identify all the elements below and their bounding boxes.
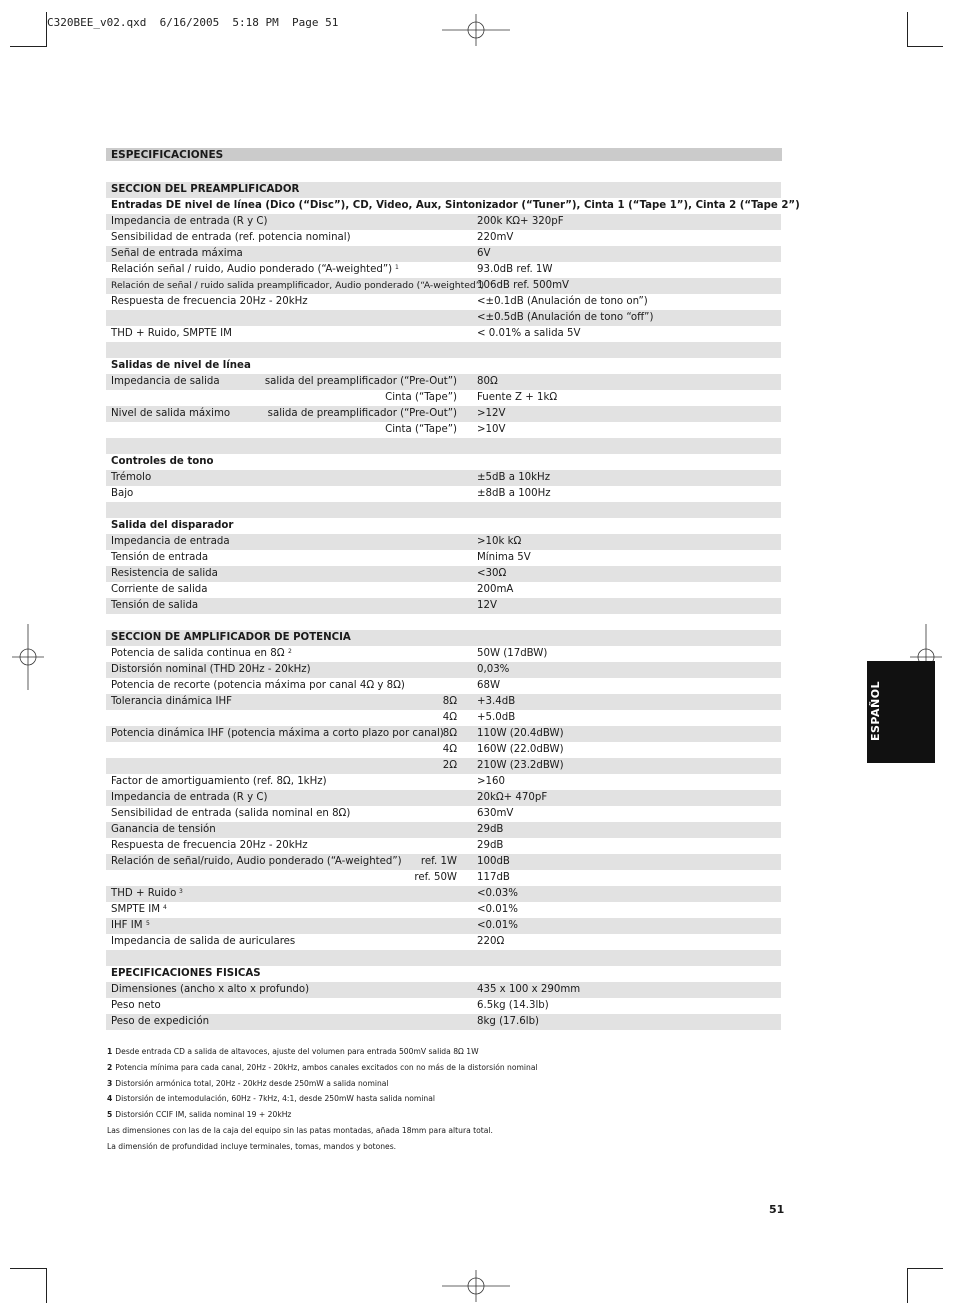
spec-value: 68W — [477, 680, 501, 691]
spec-label: Tolerancia dinámica IHF — [111, 696, 232, 707]
spec-row — [106, 438, 781, 454]
spec-row — [106, 390, 781, 406]
spec-label: Relación de señal/ruido, Audio ponderado (“A-weighted”) — [111, 856, 402, 867]
language-tab-label: ESPAÑOL — [869, 680, 882, 741]
spec-value: <±0.1dB (Anulación de tono on”) — [477, 296, 648, 307]
footnote-number: 4 — [107, 1094, 113, 1104]
spec-row — [106, 806, 781, 822]
spec-value: 435 x 100 x 290mm — [477, 984, 581, 995]
spec-heading: EPECIFICACIONES FISICAS — [111, 968, 261, 979]
spec-label: Tensión de entrada — [111, 552, 209, 563]
page-number: 51 — [769, 1203, 785, 1216]
spec-row — [106, 822, 781, 838]
page-title: ESPECIFICACIONES — [111, 149, 224, 161]
spec-value: 20kΩ+ 470pF — [477, 792, 548, 803]
spec-row — [106, 774, 781, 790]
spec-row — [106, 630, 781, 646]
spec-row — [106, 262, 781, 278]
spec-row — [106, 710, 781, 726]
spec-value: < 0.01% a salida 5V — [477, 328, 581, 339]
spec-label: Factor de amortiguamiento (ref. 8Ω, 1kHz) — [111, 776, 327, 787]
spec-row — [106, 294, 781, 310]
spec-label: Resistencia de salida — [111, 568, 218, 579]
spec-heading: Salida del disparador — [111, 520, 234, 531]
spec-value: <0.01% — [477, 920, 518, 931]
section-title-bar — [106, 148, 782, 161]
spec-row — [106, 566, 781, 582]
registration-mark-bottom — [440, 1268, 512, 1304]
spec-row — [106, 422, 781, 438]
footnote-ref: 2 — [288, 648, 292, 655]
spec-row — [106, 998, 781, 1014]
spec-label: Peso de expedición — [111, 1016, 210, 1027]
spec-label: Respuesta de frecuencia 20Hz - 20kHz — [111, 840, 308, 851]
spec-value: <0.03% — [477, 888, 518, 899]
spec-row — [106, 982, 781, 998]
spec-label: THD + Ruido, SMPTE IM — [111, 328, 232, 339]
footnote — [107, 1125, 807, 1141]
spec-row — [106, 534, 781, 550]
spec-label: Impedancia de salida de auriculares — [111, 936, 296, 947]
spec-value: +5.0dB — [477, 712, 516, 723]
spec-row — [106, 854, 781, 870]
footnote-text: Potencia mínima para cada canal, 20Hz - 20kHz, ambos canales excitados con no más de la distorsión nominal — [115, 1062, 538, 1072]
spec-row — [106, 726, 781, 742]
spec-row — [106, 214, 781, 230]
spec-label: Potencia de salida continua en 8Ω — [111, 648, 285, 659]
spec-sublabel: salida del preamplificador (“Pre-Out”) — [264, 376, 457, 387]
footnote-text: La dimensión de profundidad incluye terminales, tomas, mandos y botones. — [107, 1141, 397, 1151]
spec-table — [106, 182, 800, 1030]
spec-row — [106, 198, 800, 214]
spec-sublabel: salida de preamplificador (“Pre-Out”) — [267, 408, 457, 419]
spec-label: Tensión de salida — [111, 600, 199, 611]
spec-value: ±5dB a 10kHz — [477, 472, 551, 483]
spec-label: Potencia dinámica IHF (potencia máxima a corto plazo por canal) — [111, 728, 444, 739]
footnote-number: 3 — [107, 1078, 113, 1088]
spec-label: Sensibilidad de entrada (salida nominal en 8Ω) — [111, 808, 351, 819]
spec-label: Trémolo — [111, 472, 152, 483]
spec-value: 8kg (17.6lb) — [477, 1016, 540, 1027]
spec-row — [106, 646, 781, 662]
spec-value: >10k kΩ — [477, 536, 522, 547]
registration-mark-left — [10, 622, 46, 692]
spec-value: 200mA — [477, 584, 514, 595]
spec-label: Corriente de salida — [111, 584, 208, 595]
footnote — [107, 1093, 807, 1109]
footnote-number: 5 — [107, 1110, 113, 1120]
spec-heading: Entradas DE nivel de línea (Dico (“Disc”), CD, Video, Aux, Sintonizador (“Tuner”), Cinta 1 (“Tape 1”), Cinta 2 (“Tape 2”) — [111, 200, 800, 211]
spec-row — [106, 790, 781, 806]
spec-value: 117dB — [477, 872, 510, 883]
spec-value: 220mV — [477, 232, 514, 243]
spec-row — [106, 870, 781, 886]
spec-label: Relación de señal / ruido salida preamplificador, Audio ponderado (“A-weighted”) — [111, 280, 485, 291]
spec-row — [106, 550, 781, 566]
spec-row — [106, 966, 781, 982]
spec-row — [106, 902, 781, 918]
spec-row — [106, 406, 781, 422]
spec-sublabel: ref. 1W — [420, 856, 457, 867]
spec-row — [106, 358, 781, 374]
spec-label: Potencia de recorte (potencia máxima por canal 4Ω y 8Ω) — [111, 680, 405, 691]
spec-label: Impedancia de salida — [111, 376, 220, 387]
spec-label: Dimensiones (ancho x alto x profundo) — [111, 984, 310, 995]
spec-row — [106, 182, 781, 198]
spec-value: 29dB — [477, 824, 504, 835]
spec-row — [106, 838, 781, 854]
spec-row — [106, 582, 781, 598]
spec-label: Impedancia de entrada (R y C) — [111, 792, 268, 803]
spec-value: 630mV — [477, 808, 514, 819]
footnote-ref: 4 — [163, 904, 167, 911]
spec-value: <±0.5dB (Anulación de tono “off”) — [477, 312, 654, 323]
spec-sublabel: Cinta (“Tape”) — [385, 392, 457, 403]
spec-row — [106, 502, 781, 518]
footnote-text: Distorsión CCIF IM, salida nominal 19 + 20kHz — [115, 1110, 292, 1120]
spec-value: 220Ω — [477, 936, 505, 947]
spec-row — [106, 278, 781, 294]
spec-heading: SECCION DEL PREAMPLIFICADOR — [111, 184, 300, 195]
registration-mark-top — [440, 12, 512, 48]
spec-row — [106, 886, 781, 902]
spec-label: Señal de entrada máxima — [111, 248, 243, 259]
spec-value: ±8dB a 100Hz — [477, 488, 551, 499]
spec-label: Respuesta de frecuencia 20Hz - 20kHz — [111, 296, 308, 307]
spec-row — [106, 934, 781, 950]
footnote-text: Distorsión armónica total, 20Hz - 20kHz desde 250mW a salida nominal — [115, 1078, 389, 1088]
spec-row — [106, 662, 781, 678]
spec-value: 6V — [477, 248, 491, 259]
spec-label: Impedancia de entrada (R y C) — [111, 216, 268, 227]
footnote — [107, 1141, 807, 1157]
spec-value: <0.01% — [477, 904, 518, 915]
footnote-number: 1 — [107, 1047, 113, 1056]
spec-value: +3.4dB — [477, 696, 516, 707]
spec-row — [106, 742, 781, 758]
spec-value: 160W (22.0dBW) — [477, 744, 564, 755]
spec-sublabel: 4Ω — [442, 744, 457, 755]
spec-row — [106, 326, 781, 342]
spec-row — [106, 694, 781, 710]
spec-value: 0,03% — [477, 664, 510, 675]
footnotes — [107, 1046, 807, 1157]
spec-row — [106, 342, 781, 358]
spec-value: 12V — [477, 600, 497, 611]
spec-value: 200k KΩ+ 320pF — [477, 216, 564, 227]
spec-label: Peso neto — [111, 1000, 161, 1011]
print-slug: C320BEE_v02.qxd 6/16/2005 5:18 PM Page 51 — [47, 16, 339, 29]
spec-label: THD + Ruido — [111, 888, 177, 899]
spec-row — [106, 1014, 781, 1030]
spec-row — [106, 486, 781, 502]
spec-row — [106, 598, 781, 614]
spec-value: 80Ω — [477, 376, 498, 387]
spec-value: 29dB — [477, 840, 504, 851]
spec-heading: Salidas de nivel de línea — [111, 360, 251, 371]
footnote-number: 2 — [107, 1062, 113, 1072]
spec-label: IHF IM — [111, 920, 143, 931]
spec-sublabel: 2Ω — [442, 760, 457, 771]
spec-value: <30Ω — [477, 568, 507, 579]
footnote-ref: 5 — [146, 920, 150, 927]
footnote — [107, 1062, 807, 1078]
spec-row — [106, 470, 781, 486]
spec-row — [106, 950, 781, 966]
spec-label: Bajo — [111, 488, 134, 499]
spec-label: SMPTE IM — [111, 904, 161, 915]
spec-row — [106, 454, 781, 470]
spec-row — [106, 310, 781, 326]
spec-row — [106, 230, 781, 246]
spec-value: 50W (17dBW) — [477, 648, 548, 659]
spec-label: Impedancia de entrada — [111, 536, 230, 547]
spec-value: 106dB ref. 500mV — [477, 280, 570, 291]
spec-sublabel: ref. 50W — [414, 872, 457, 883]
spec-label: Distorsión nominal (THD 20Hz - 20kHz) — [111, 664, 311, 675]
footnote-text: Las dimensiones con las de la caja del equipo sin las patas montadas, añada 18mm para altura total. — [107, 1125, 493, 1135]
spec-label: Sensibilidad de entrada (ref. potencia nominal) — [111, 232, 351, 243]
footnote-ref: 1 — [395, 264, 399, 271]
spec-row — [106, 518, 781, 534]
spec-value: 110W (20.4dBW) — [477, 728, 564, 739]
spec-sublabel: 8Ω — [442, 728, 457, 739]
footnote — [107, 1078, 807, 1094]
spec-value: >160 — [477, 776, 505, 787]
footnote-text: Distorsión de intemodulación, 60Hz - 7kHz, 4:1, desde 250mW hasta salida nominal — [115, 1094, 436, 1104]
spec-label: Nivel de salida máximo — [111, 408, 231, 419]
spec-heading: SECCION DE AMPLIFICADOR DE POTENCIA — [111, 632, 351, 643]
spec-row — [106, 758, 781, 774]
spec-sublabel: Cinta (“Tape”) — [385, 424, 457, 435]
spec-value: 6.5kg (14.3lb) — [477, 1000, 549, 1011]
footnote-text: Desde entrada CD a salida de altavoces, ajuste del volumen para entrada 500mV salida 8Ω 1W — [115, 1047, 479, 1056]
spec-row — [106, 246, 781, 262]
spec-label: Ganancia de tensión — [111, 824, 216, 835]
spec-row — [106, 918, 781, 934]
spec-value: Mínima 5V — [477, 552, 531, 563]
footnote — [107, 1046, 807, 1062]
spec-heading: Controles de tono — [111, 456, 214, 467]
spec-row — [106, 614, 781, 630]
spec-row — [106, 678, 781, 694]
spec-sublabel: 4Ω — [442, 712, 457, 723]
spec-value: >10V — [477, 424, 506, 435]
footnote — [107, 1109, 807, 1125]
spec-value: 100dB — [477, 856, 510, 867]
spec-value: >12V — [477, 408, 506, 419]
spec-value: 210W (23.2dBW) — [477, 760, 564, 771]
spec-label: Relación señal / ruido, Audio ponderado (“A-weighted”) — [111, 264, 393, 275]
spec-value: Fuente Z + 1kΩ — [477, 392, 558, 403]
spec-row — [106, 374, 781, 390]
footnote-ref: 3 — [179, 888, 183, 895]
spec-value: 93.0dB ref. 1W — [477, 264, 553, 275]
spec-sublabel: 8Ω — [442, 696, 457, 707]
